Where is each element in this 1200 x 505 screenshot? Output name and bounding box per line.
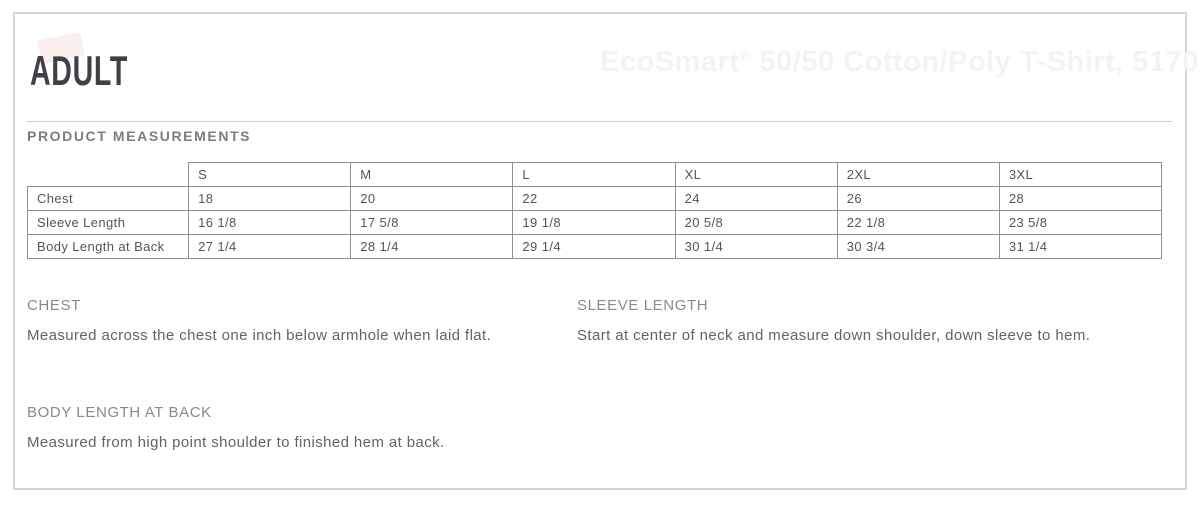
definition-sleeve-length	[577, 297, 1107, 349]
measurements-table	[27, 162, 1162, 259]
table-column-header: 2XL	[837, 163, 999, 187]
product-title	[600, 46, 1199, 79]
product-title-rest: 50/50 Cotton/Poly T-Shirt, 5170	[750, 46, 1199, 78]
table-column-header: 3XL	[999, 163, 1161, 187]
table-cell: 23 5/8	[999, 211, 1161, 235]
table-cell: 31 1/4	[999, 235, 1161, 259]
table-cell: 20	[351, 187, 513, 211]
table-row	[28, 235, 1162, 259]
table-row	[28, 211, 1162, 235]
table-row-label: Sleeve Length	[28, 211, 189, 235]
table-cell: 28	[999, 187, 1161, 211]
table-column-header: M	[351, 163, 513, 187]
definition-description: Measured across the chest one inch below armhole when laid flat.	[27, 327, 492, 344]
definition-term: CHEST	[27, 297, 81, 314]
page-title: ADULT	[30, 47, 129, 94]
table-corner-cell	[28, 163, 189, 187]
table-cell: 20 5/8	[675, 211, 837, 235]
registered-trademark-icon: ®	[739, 47, 751, 65]
table-row-label: Chest	[28, 187, 189, 211]
section-divider	[27, 121, 1172, 122]
table-cell: 28 1/4	[351, 235, 513, 259]
section-title: PRODUCT MEASUREMENTS	[27, 128, 252, 144]
table-column-header: XL	[675, 163, 837, 187]
content-frame	[13, 12, 1199, 490]
definition-term: BODY LENGTH AT BACK	[27, 404, 212, 421]
table-cell: 22 1/8	[837, 211, 999, 235]
table-cell: 24	[675, 187, 837, 211]
table-column-header: L	[513, 163, 675, 187]
table-row-label: Body Length at Back	[28, 235, 189, 259]
product-title-brand: EcoSmart	[600, 46, 740, 78]
definition-term: SLEEVE LENGTH	[577, 297, 709, 314]
table-cell: 27 1/4	[189, 235, 351, 259]
table-cell: 26	[837, 187, 999, 211]
table-cell: 17 5/8	[351, 211, 513, 235]
table-cell: 30 3/4	[837, 235, 999, 259]
table-cell: 30 1/4	[675, 235, 837, 259]
table-row	[28, 187, 1162, 211]
table-cell: 29 1/4	[513, 235, 675, 259]
definition-body-length-at-back	[27, 404, 567, 456]
definition-chest	[27, 297, 567, 349]
table-header-row	[28, 163, 1162, 187]
table-cell: 22	[513, 187, 675, 211]
table-cell: 18	[189, 187, 351, 211]
table-column-header: S	[189, 163, 351, 187]
table-cell: 16 1/8	[189, 211, 351, 235]
table-cell: 19 1/8	[513, 211, 675, 235]
definition-description: Start at center of neck and measure down shoulder, down sleeve to hem.	[577, 327, 1091, 344]
definition-description: Measured from high point shoulder to finished hem at back.	[27, 434, 445, 451]
